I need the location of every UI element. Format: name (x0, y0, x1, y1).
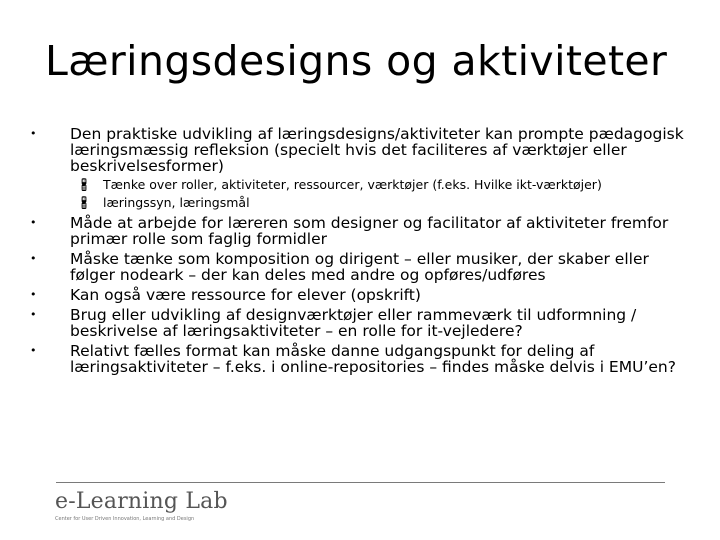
bullet-item (30, 215, 685, 247)
bullet-dot-icon: • (30, 216, 37, 229)
logo-tagline: Center for User Driven Innovation, Learning and Design (55, 516, 195, 522)
bullet-item (30, 343, 685, 375)
bullet-text: Kan også være ressource for elever (opskrift) (70, 286, 421, 304)
sub-bullet-list (30, 179, 685, 209)
bullet-dot-icon: • (30, 308, 37, 321)
sub-bullet-text: Tænke over roller, aktiviteter, ressourcer, værktøjer (f.eks. Hvilke ikt-værktøjer) (103, 177, 602, 192)
bullet-dot-icon: • (30, 252, 37, 265)
bullet-text: Måske tænke som komposition og dirigent – eller musiker, der skaber eller følger nodeark – der kan deles med andre og opføres/udføres (70, 250, 649, 284)
bullet-item (30, 287, 685, 303)
bullet-item (30, 126, 685, 174)
bullet-text: Relativt fælles format kan måske danne udgangspunkt for deling af læringsaktiviteter – f.eks. i online-repositories – findes måske delvis i EMU’en? (70, 342, 676, 376)
e-learning-lab-logo (55, 489, 228, 523)
bullet-dot-icon: • (30, 288, 37, 301)
sub-bullet-marker-icon: 🖁 (81, 196, 88, 210)
bullet-list (30, 126, 685, 375)
bullet-dot-icon: • (30, 344, 37, 357)
footer-divider (56, 482, 665, 483)
bullet-dot-icon: • (30, 127, 37, 140)
logo-text: e-Learning Lab (55, 489, 228, 514)
sub-bullet-marker-icon: 🖁 (81, 178, 88, 192)
sub-bullet-text: læringssyn, læringsmål (103, 195, 250, 210)
bullet-text: Den praktiske udvikling af læringsdesigns/aktiviteter kan prompte pædagogisk læringsmæssig refleksion (specielt hvis det faciliteres af værktøjer eller beskrivelsesformer) (70, 125, 684, 175)
bullet-text: Brug eller udvikling af designværktøjer eller rammeværk til udformning / beskrivelse af læringsaktiviteter – en rolle for it-vejledere? (70, 306, 637, 340)
sub-bullet-item (30, 197, 685, 209)
bullet-item (30, 251, 685, 283)
bullet-item (30, 307, 685, 339)
slide-title: Læringsdesigns og aktiviteter (45, 37, 668, 85)
sub-bullet-item (30, 179, 685, 191)
bullet-text: Måde at arbejde for læreren som designer og facilitator af aktiviteter fremfor primær rolle som faglig formidler (70, 214, 669, 248)
